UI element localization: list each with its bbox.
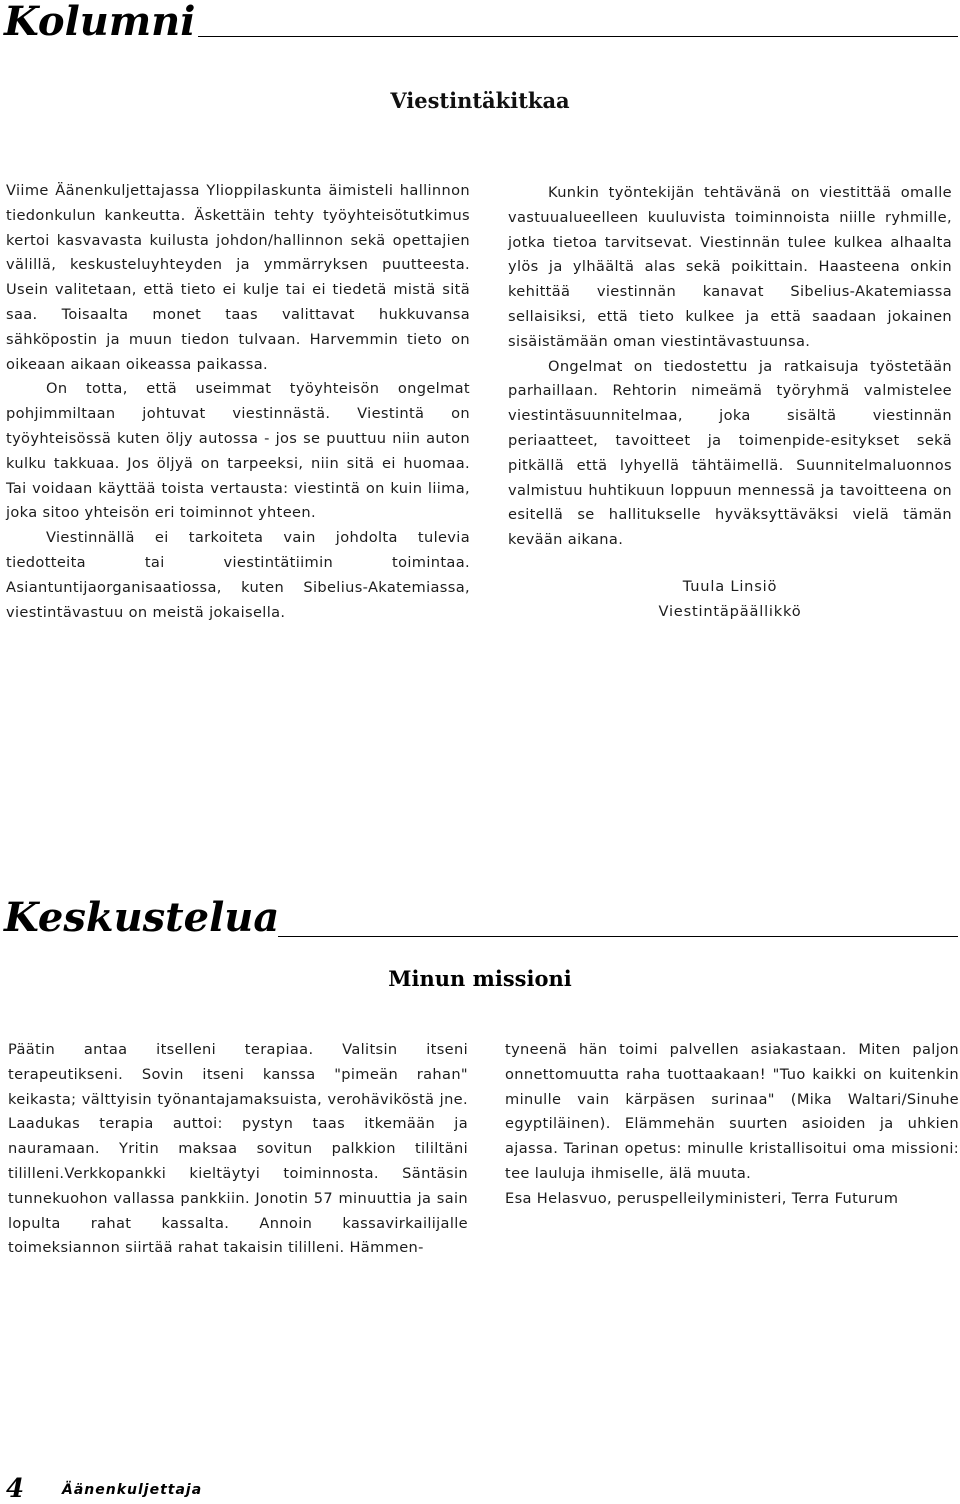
keskustelua-right-paragraph: tyneenä hän toimi palvellen asiakastaan. Miten paljon onnettomuutta raha tuottaakaan! "Tuo kaikki on kuitenkin minulle vain kärpäsen surinaa" (Mika Waltari/Sinuhe egyptiläinen). Elämmehän suurten asioiden ja uhkien ajassa. Tarinan opetus: minulle kristallisoitui oma missioni: tee lauluja ihmiselle, älä muuta.	[505, 1041, 959, 1182]
kolumni-left-paragraph-2: On totta, että useimmat työyhteisön ongelmat pohjimmiltaan johtuvat viestinnästä. Viestintä on työyhteisössä kuten öljy autossa - jos se puuttuu niin auton kulku takkuaa. Jos öljyä on tarpeeksi, niin sitä ei huomaa. Tai voidaan käyttää toista vertausta: viestintä on kuin liima, joka sitoo yhteisön eri toiminnot yhteen.	[6, 380, 470, 522]
kolumni-author-name: Tuula Linsiö	[682, 577, 778, 595]
keskustelua-title-rule	[278, 936, 958, 937]
kolumni-left-paragraph-3: Viestinnällä ei tarkoiteta vain johdolta tulevia tiedotteita tai viestintätiimin toimintaa. Asiantuntijaorganisaatiossa, kuten Sibelius-Akatemiassa, viestintävastuu on meistä jokaisella.	[6, 529, 470, 621]
keskustelua-right-column	[505, 1038, 959, 1212]
keskustelua-header	[0, 894, 960, 944]
kolumni-header	[0, 0, 960, 50]
keskustelua-signature: Esa Helasvuo, peruspelleilyministeri, Terra Futurum	[505, 1189, 899, 1207]
keskustelua-headline: Minun missioni	[388, 966, 572, 991]
kolumni-headline: Viestintäkitkaa	[390, 88, 570, 113]
kolumni-right-paragraph-1: Kunkin työntekijän tehtävänä on viestittää omalle vastuualueelleen kuuluvista toiminnoista niille ryhmille, jotka tietoa tarvitsevat. Viestinnän tulee kulkea alhaalta ylös ja ylhäältä alas sekä poikittain. Haasteena onkin kehittää viestinnän kanavat Sibelius-Akatemiassa sellaisiksi, että tieto kulkee ja että saadaan jokainen sisäistämään oman viestintävastuunsa.	[508, 184, 952, 350]
kolumni-author-title: Viestintäpäällikkö	[658, 602, 802, 620]
kolumni-section-title: Kolumni	[4, 0, 196, 45]
publication-name: Äänenkuljettaja	[62, 1482, 203, 1498]
kolumni-left-paragraph-1: Viime Äänenkuljettajassa Ylioppilaskunta äimisteli hallinnon tiedonkulun kankeutta. Äskettäin tehty työyhteisötutkimus kertoi kasvavasta kuilusta johdon/hallinnon sekä opettajien välillä, keskusteluyhteyden ja ymmärryksen puutteesta. Usein valitetaan, että tieto ei kulje tai ei tiedetä mistä sitä saa. Toisaalta monet taas valittavat hukkuvansa sähköpostin ja muun tiedon tulvaan. Harvemmin tieto on oikeaan aikaan oikeassa paikassa.	[6, 182, 470, 373]
kolumni-left-column	[6, 179, 470, 625]
keskustelua-left-column	[8, 1038, 468, 1261]
page-number: 4	[6, 1474, 25, 1504]
keskustelua-left-paragraph: Päätin antaa itselleni terapiaa. Valitsin itseni terapeutikseni. Sovin itseni kanssa "pimeän rahan" keikasta; välttyisin työnantajamaksuista, verohäviköstä jne. Laadukas terapia auttoi: pystyn taas itkemään ja nauramaan. Yritin maksaa sovitun palkkion tililtäni tililleni.Verkkopankki kieltäytyi toiminnosta. Säntäsin tunnekuohon vallassa pankkiin. Jonotin 57 minuuttia ja sain lopulta rahat kassalta. Annoin kassavirkailijalle toimeksiannon siirtää rahat takaisin tililleni. Hämmen-	[8, 1041, 468, 1257]
kolumni-right-paragraph-2: Ongelmat on tiedostettu ja ratkaisuja työstetään parhaillaan. Rehtorin nimeämä työryhmä valmistelee viestintäsuunnitelmaa, joka sisältä viestinnän periaatteet, tavoitteet ja toimenpide-esitykset sekä pitkällä että lyhyellä tähtäimellä. Suunnitelmaluonnos valmistuu huhtikuun loppuun mennessä ja tavoitteena on esitellä se hallitukselle hyväksyttäväksi vielä tämän kevään aikana.	[508, 357, 952, 549]
kolumni-right-column	[508, 181, 952, 625]
keskustelua-section-title: Keskustelua	[4, 894, 280, 941]
kolumni-title-rule	[198, 36, 958, 37]
